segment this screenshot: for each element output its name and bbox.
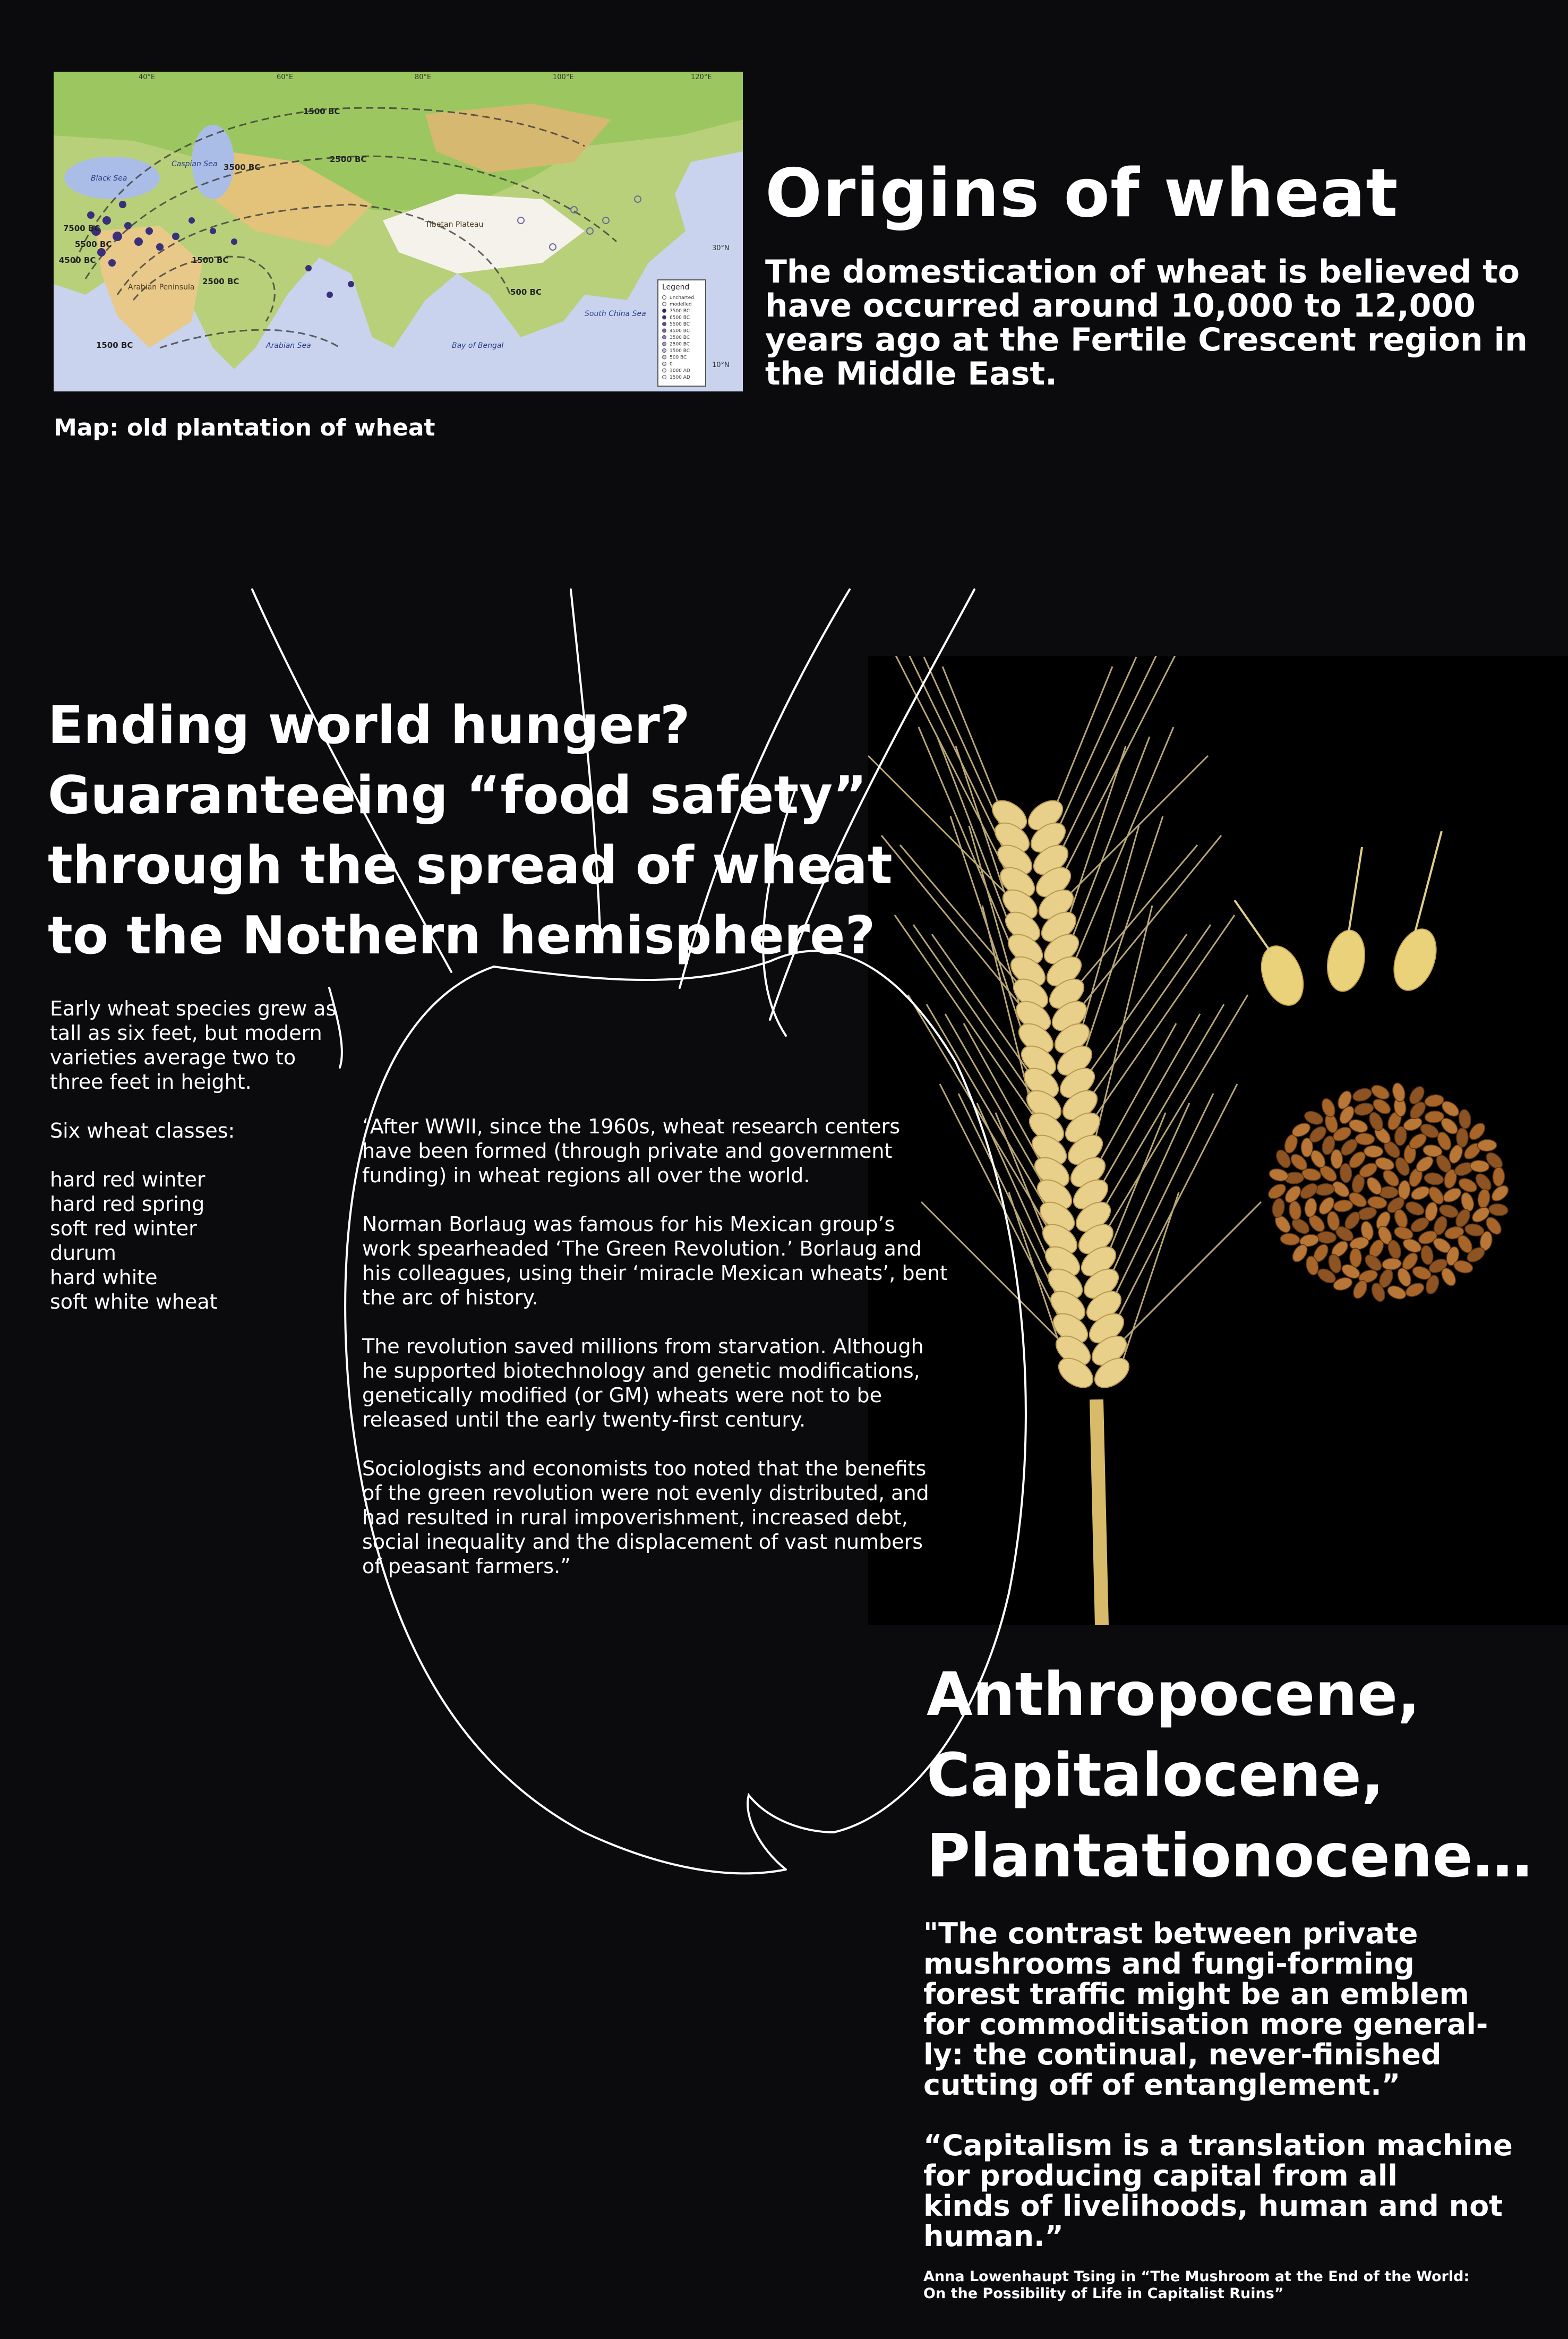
wheat-grain [1374, 1156, 1396, 1172]
origins-paragraph [765, 255, 1530, 391]
tsing-line: “Capitalism is a translation machine [923, 2129, 1513, 2162]
quote-paragraph [362, 1114, 948, 1188]
wheat-photo [868, 656, 1568, 1625]
legend-swatch [663, 342, 666, 346]
quote-paragraph [362, 1212, 948, 1310]
quote-line: the arc of history. [362, 1286, 538, 1309]
legend-swatch [663, 309, 666, 313]
wheat-grain [1315, 1183, 1335, 1197]
quote-line: genetically modified (or GM) wheats were not to be [362, 1384, 882, 1407]
wheat-grain [1369, 1082, 1392, 1102]
wheat-class-item: hard red spring [50, 1192, 205, 1216]
legend-swatch [663, 322, 666, 326]
map-sea-label: South China Sea [585, 310, 646, 318]
legend-swatch [663, 336, 666, 339]
wheat-grain [1266, 1181, 1288, 1201]
legend-item: 3500 BC [670, 335, 690, 340]
quote-line: funding) in wheat regions all over the world. [362, 1164, 810, 1187]
quote-line: he supported biotechnology and genetic modifications, [362, 1359, 920, 1382]
wheat-grain [1288, 1200, 1302, 1220]
map-legend [658, 280, 706, 386]
legend-item: 500 BC [670, 355, 687, 361]
map-contour-label: 3500 BC [224, 163, 261, 172]
map-lon-label: 120°E [691, 73, 712, 81]
svg-text:Legend: Legend [662, 283, 690, 292]
tsing-line: cutting off of entanglement.” [923, 2068, 1401, 2102]
quote-line: The revolution saved millions from starvation. Although [362, 1335, 924, 1358]
map-contour-label: 1500 BC [192, 255, 229, 265]
hunger-line: to the Nothern hemisphere? [48, 906, 876, 966]
legend-item: 5500 BC [670, 322, 690, 327]
wheat-grain [1304, 1198, 1317, 1218]
legend-item: 1500 BC [670, 348, 690, 354]
legend-item: 7500 BC [670, 309, 690, 314]
legend-swatch [663, 296, 666, 300]
quote-line: of peasant farmers.” [362, 1555, 571, 1578]
wheat-grain [1488, 1203, 1509, 1217]
quote-line: had resulted in rural impoverishment, increased debt, [362, 1506, 909, 1529]
anthro-line: Plantationocene… [927, 1822, 1532, 1891]
map-lat-label: 10°N [712, 361, 730, 369]
map-contour-label: 1500 BC [303, 107, 340, 116]
hunger-headline [48, 690, 893, 971]
green-revolution-quote [362, 1114, 948, 1603]
origins-line: years ago at the Fertile Crescent region in [765, 321, 1528, 358]
map-lat-label: 30°N [712, 244, 730, 252]
tsing-line: kinds of livelihoods, human and not [923, 2189, 1503, 2223]
wheat-awn [905, 656, 1006, 855]
wheat-awn [1057, 657, 1136, 832]
wheat-grain [1319, 1097, 1338, 1119]
wheat-awn [1118, 1202, 1261, 1345]
legend-item: 6500 BC [670, 315, 690, 321]
legend-item: 0 [670, 362, 673, 367]
wheat-grain [1317, 1231, 1336, 1244]
wheat-grain [1280, 1233, 1300, 1246]
wheat-awn [1070, 737, 1150, 944]
quote-paragraph [362, 1334, 948, 1432]
origins-line: the Middle East. [765, 355, 1057, 392]
tsing-quotes [923, 1918, 1513, 2282]
map-lon-label: 60°E [277, 73, 294, 81]
wheat-grain [1424, 1094, 1444, 1108]
map-region-label: Arabian Peninsula [128, 283, 195, 292]
map-lon-label: 100°E [553, 73, 574, 81]
wheat-grain [1420, 1245, 1434, 1266]
wheat-grain [1493, 1167, 1505, 1186]
wheat-grain [1441, 1185, 1463, 1205]
quote-line: social inequality and the displacement of vast numbers [362, 1530, 923, 1553]
wheat-awn [1099, 1014, 1200, 1189]
wheat-awn [1094, 906, 1152, 1145]
legend-swatch [663, 349, 666, 353]
wheat-awn [1120, 1192, 1179, 1368]
tsing-line: ly: the continual, never-finished [923, 2038, 1442, 2071]
legend-swatch [663, 362, 666, 366]
wheat-awn [1062, 656, 1184, 877]
quote-paragraph [362, 1456, 948, 1578]
quote-line: Sociologists and economists too noted that the benefits [362, 1457, 927, 1480]
tsing-line: mushrooms and fungi-forming [923, 1947, 1415, 1981]
wheat-grain [1404, 1199, 1426, 1218]
origins-heading: Origins of wheat [765, 154, 1399, 232]
legend-item: 4500 BC [670, 328, 690, 334]
hunger-line: Ending world hunger? [48, 695, 690, 756]
credit-line: Anna Lowenhaupt Tsing in “The Mushroom at the End of the World: [923, 2268, 1470, 2285]
wheat-grain [1477, 1188, 1491, 1209]
legend-item: modelled [670, 302, 692, 308]
legend-swatch [663, 302, 666, 306]
legend-item: 1500 AD [670, 375, 690, 380]
legend-swatch [663, 315, 666, 319]
origins-line: have occurred around 10,000 to 12,000 [765, 287, 1476, 325]
hunger-line: through the spread of wheat [48, 835, 893, 896]
quote-line: have been formed (through private and government [362, 1139, 893, 1163]
legend-swatch [663, 329, 666, 332]
wheat-awn [942, 667, 1001, 810]
tsing-quote [923, 1918, 1513, 2100]
wheat-grain [1470, 1160, 1489, 1173]
map-caption: Map: old plantation of wheat [54, 414, 435, 441]
wheat-awn [1078, 835, 1221, 1011]
map-sea-label: Arabian Sea [266, 342, 311, 350]
wheat-grain [1364, 1146, 1383, 1158]
tsing-line: human.” [923, 2220, 1064, 2253]
wheat-facts [50, 996, 336, 1314]
hunger-line: Guaranteeing “food safety” [48, 765, 867, 826]
wheat-awn [1067, 746, 1126, 921]
facts-line: tall as six feet, but modern [50, 1021, 322, 1045]
tsing-line: "The contrast between private [923, 1917, 1418, 1950]
map-contour-label: 1500 BC [96, 340, 133, 350]
wheat-grain [1355, 1133, 1375, 1145]
wheat-grain [1333, 1199, 1353, 1213]
wheat-class-item: durum [50, 1241, 116, 1265]
legend-swatch [663, 369, 666, 372]
tsing-line: for producing capital from all [923, 2159, 1398, 2192]
wheat-classes-label: Six wheat classes: [50, 1119, 235, 1142]
legend-swatch [663, 375, 666, 379]
wheat-grain [1350, 1248, 1362, 1267]
quote-line: Norman Borlaug was famous for his Mexican group’s [362, 1213, 895, 1236]
wheat-awn [1107, 1113, 1166, 1256]
wheat-spikelet-group [1235, 831, 1444, 1011]
map-lon-label: 40°E [139, 73, 156, 81]
legend-item: uncharted [670, 295, 695, 301]
legend-item: 1000 AD [670, 368, 690, 374]
quote-credit [923, 2268, 1469, 2302]
map-contour-label: 7500 BC [63, 224, 100, 233]
wheat-grain [1395, 1266, 1413, 1288]
quote-line: his colleagues, using their ‘miracle Mexican wheats’, bent [362, 1261, 948, 1285]
origins-line: The domestication of wheat is believed to [765, 253, 1520, 291]
facts-line: Early wheat species grew as [50, 997, 337, 1020]
map-contour-label: 2500 BC [330, 155, 367, 164]
wheat-awn [1112, 1094, 1213, 1301]
wheat-origin-map [54, 72, 743, 391]
map-lon-label: 80°E [415, 73, 432, 81]
tsing-line: forest traffic might be an emblem [923, 1977, 1469, 2011]
quote-line: of the green revolution were not evenly distributed, and [362, 1481, 929, 1505]
wheat-grain [1382, 1257, 1402, 1270]
quote-line: “After WWII, since the 1960s, wheat research centers [362, 1115, 901, 1138]
anthropocene-headline [927, 1654, 1532, 1897]
wheat-grain [1271, 1198, 1286, 1218]
legend-swatch [663, 355, 666, 359]
tsing-quote [923, 2130, 1513, 2251]
credit-line: On the Possibility of Life in Capitalist Ruins” [923, 2285, 1284, 2302]
wheat-grain [1424, 1172, 1444, 1186]
quote-line: work spearheaded ‘The Green Revolution.’ Borlaug and [362, 1237, 922, 1260]
wheat-class-item: soft white wheat [50, 1290, 218, 1313]
anthro-line: Capitalocene, [927, 1741, 1384, 1810]
facts-line: three feet in height. [50, 1070, 252, 1094]
anthro-line: Anthropocene, [927, 1660, 1420, 1729]
map-contour-label: 500 BC [510, 287, 542, 297]
map-sea-label: Caspian Sea [172, 160, 218, 168]
wheat-grain [1298, 1181, 1320, 1201]
wheat-grain [1351, 1086, 1373, 1103]
wheat-awn [1059, 656, 1160, 855]
wheat-grain [1458, 1109, 1472, 1129]
wheat-grain [1398, 1180, 1410, 1200]
tsing-line: for commoditisation more general- [923, 2008, 1488, 2041]
legend-item: 2500 BC [670, 342, 690, 347]
wheat-grain [1331, 1149, 1343, 1169]
wheat-grain [1477, 1139, 1497, 1151]
map-contour-label: 4500 BC [59, 255, 96, 265]
wheat-class-item: hard white [50, 1266, 158, 1289]
wheat-grain [1391, 1082, 1407, 1103]
map-sea-label: Bay of Bengal [452, 342, 504, 350]
map-sea-label: Black Sea [91, 174, 127, 183]
map-contour-label: 2500 BC [202, 277, 239, 286]
wheat-class-item: soft red winter [50, 1217, 197, 1240]
wheat-awn [1054, 667, 1112, 810]
map-region-label: Tibetan Plateau [425, 220, 484, 229]
map-contour-label: 5500 BC [75, 240, 112, 249]
wheat-grain-pile [1266, 1082, 1511, 1303]
wheat-class-item: hard red winter [50, 1168, 205, 1191]
wheat-grain [1456, 1128, 1468, 1147]
wheat-awn [1083, 816, 1163, 1055]
wheat-awn [1091, 915, 1235, 1122]
facts-line: varieties average two to [50, 1046, 296, 1069]
quote-line: released until the early twenty-first century. [362, 1408, 806, 1431]
wheat-grain [1426, 1184, 1446, 1207]
